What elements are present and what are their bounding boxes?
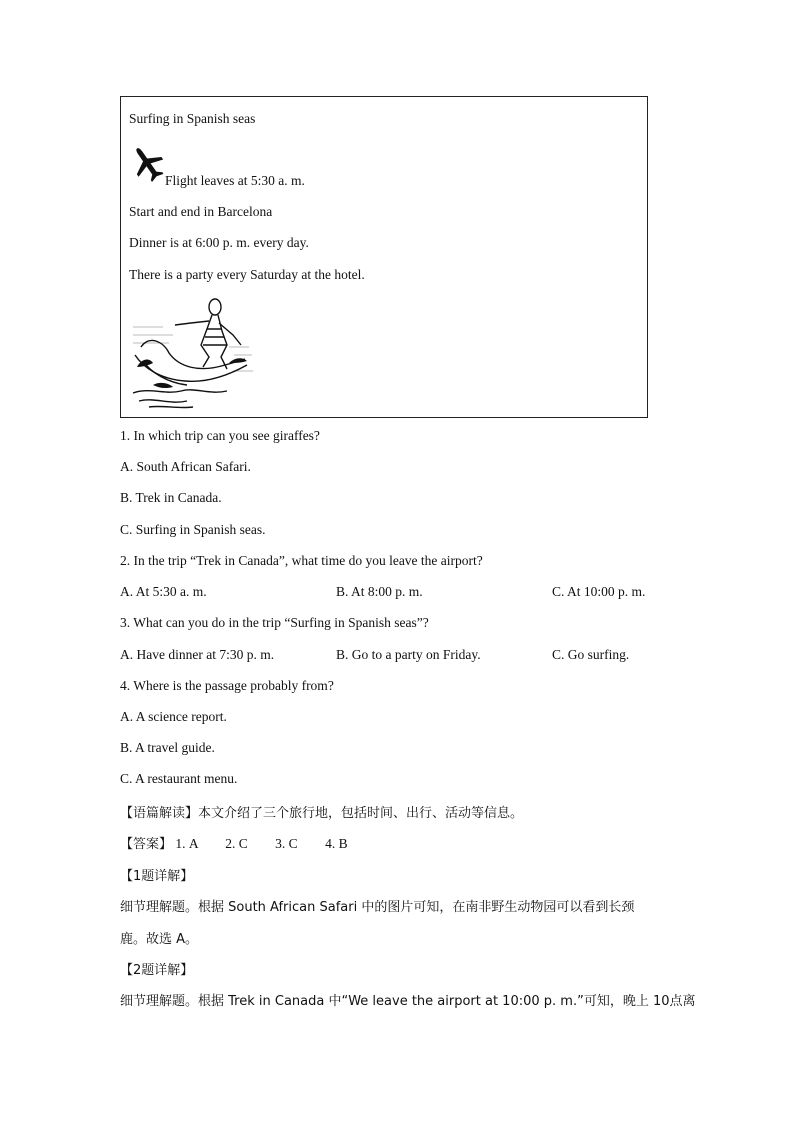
question-4-option-a: A. A science report. (120, 709, 227, 724)
question-2-option-b: B. At 8:00 p. m. (336, 584, 423, 599)
answer-label: 【答案】 (120, 837, 173, 852)
party-info: There is a party every Saturday at the hotel. (129, 267, 365, 282)
question-2-option-c: C. At 10:00 p. m. (552, 584, 646, 599)
dinner-info: Dinner is at 6:00 p. m. every day. (129, 235, 309, 250)
question-3-option-b: B. Go to a party on Friday. (336, 647, 481, 662)
answer-3: 3. C (275, 836, 298, 851)
flight-info: Flight leaves at 5:30 a. m. (165, 173, 305, 188)
question-3-option-c: C. Go surfing. (552, 647, 630, 662)
question-1-option-c: C. Surfing in Spanish seas. (120, 522, 266, 537)
question-1-option-a: A. South African Safari. (120, 459, 251, 474)
detail-1-line-1: 细节理解题。根据 South African Safari 中的图片可知，在南非野生动物园可以看到长颈 (120, 900, 635, 915)
detail-2-line-1: 细节理解题。根据 Trek in Canada 中“We leave the airport at 10:00 p. m.”可知，晚上 10点离 (120, 994, 696, 1009)
passage-box (120, 96, 648, 418)
question-4-stem: 4. Where is the passage probably from? (120, 678, 334, 693)
detail-2-heading: 【2题详解】 (120, 963, 194, 978)
passage-title: Surfing in Spanish seas (129, 111, 256, 126)
detail-1-heading: 【1题详解】 (120, 869, 194, 884)
question-3-option-a: A. Have dinner at 7:30 p. m. (120, 647, 275, 662)
question-2-option-a: A. At 5:30 a. m. (120, 584, 207, 599)
answer-line (120, 833, 348, 852)
answer-4: 4. B (325, 836, 348, 851)
question-1-stem: 1. In which trip can you see giraffes? (120, 428, 320, 443)
detail-1-line-2: 鹿。故选 A。 (120, 932, 199, 947)
start-end-info: Start and end in Barcelona (129, 204, 273, 219)
surfer-illustration (129, 295, 259, 413)
passage-analysis: 【语篇解读】本文介绍了三个旅行地，包括时间、出行、活动等信息。 (120, 806, 524, 821)
answer-2: 2. C (225, 836, 248, 851)
question-4-option-c: C. A restaurant menu. (120, 771, 238, 786)
airplane-icon (131, 143, 165, 185)
answer-1: 1. A (175, 836, 198, 851)
question-3-stem: 3. What can you do in the trip “Surfing in Spanish seas”? (120, 615, 429, 630)
question-4-option-b: B. A travel guide. (120, 740, 215, 755)
question-1-option-b: B. Trek in Canada. (120, 490, 222, 505)
question-2-stem: 2. In the trip “Trek in Canada”, what time do you leave the airport? (120, 553, 483, 568)
